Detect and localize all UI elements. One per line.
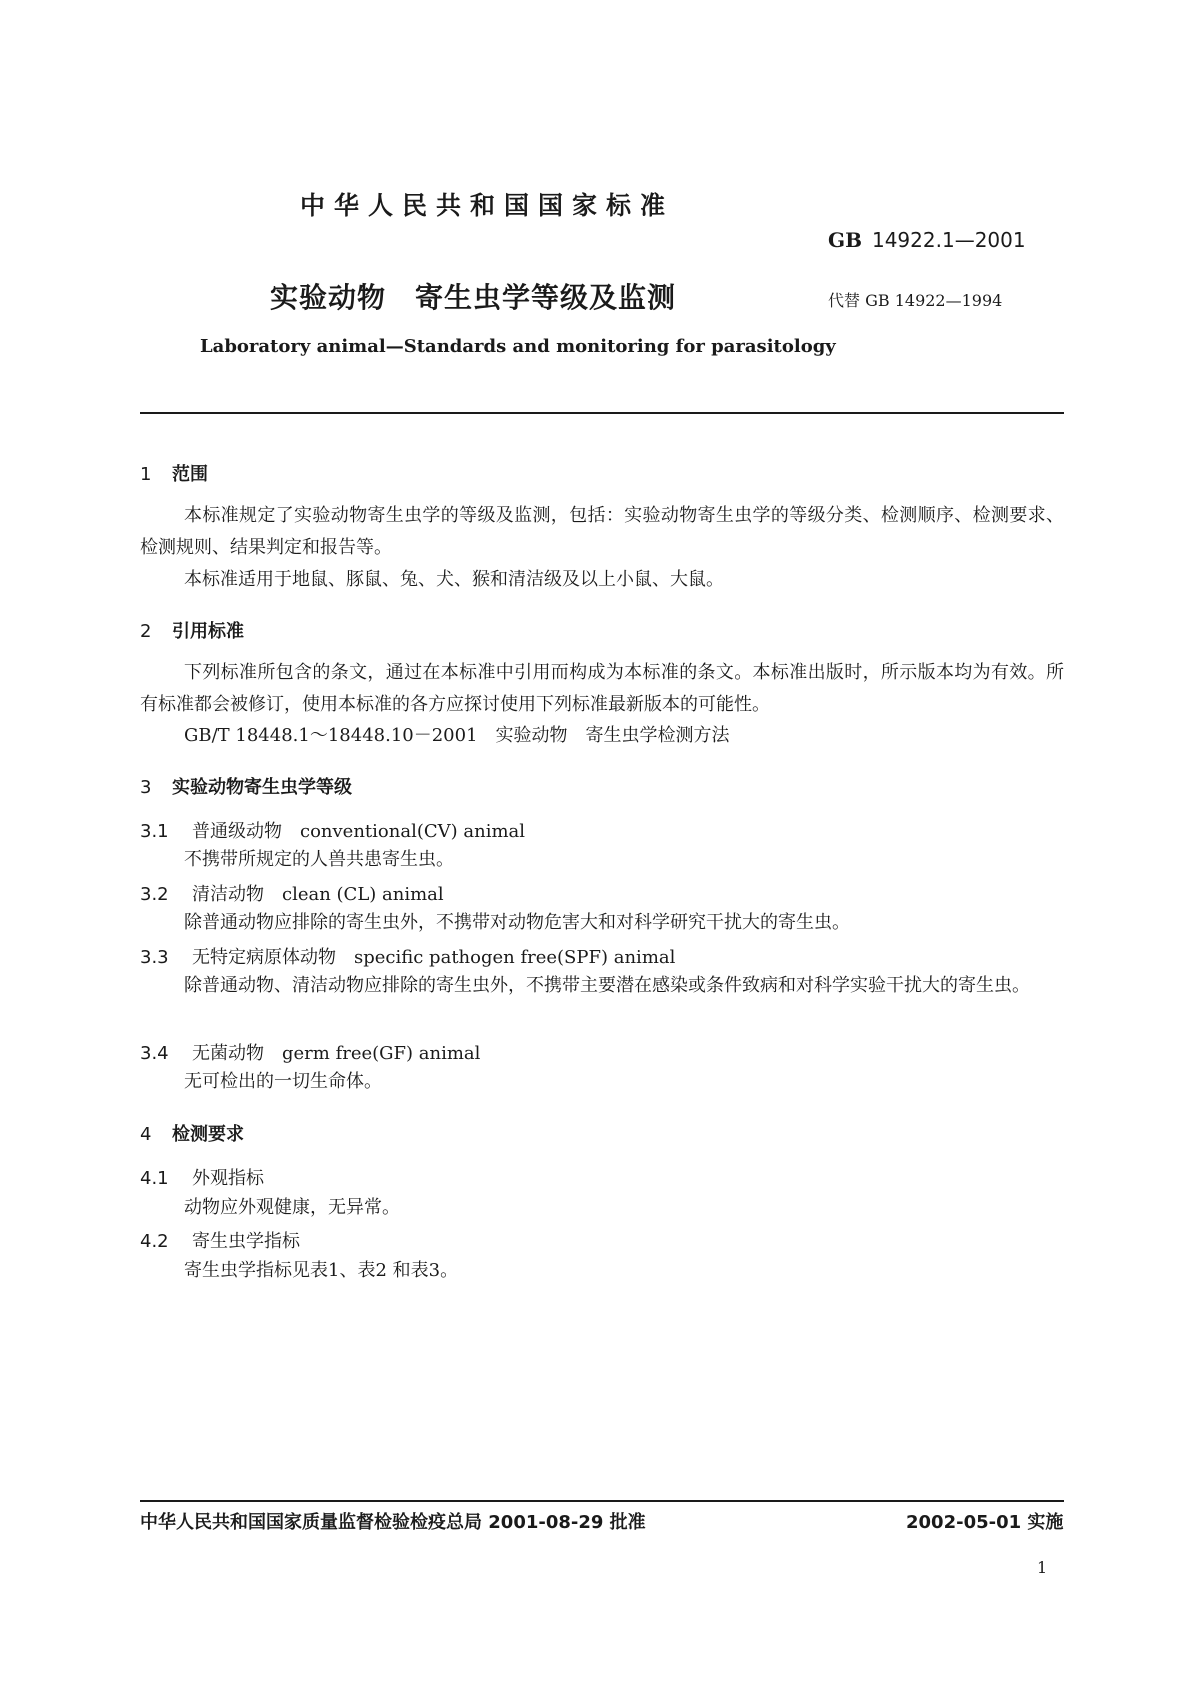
section-title: 检测要求: [172, 1124, 244, 1145]
section-title: 引用标准: [172, 621, 244, 642]
term-en: conventional(CV) animal: [300, 821, 526, 842]
title-chinese: 实验动物 寄生虫学等级及监测: [270, 281, 677, 314]
subclause-4-1-text: 动物应外观健康，无异常。: [184, 1197, 400, 1218]
effective-date: 2002-05-01 实施: [906, 1512, 1064, 1533]
section-title: 范围: [172, 464, 208, 485]
normative-reference: GB/T 18448.1～18448.10－2001 实验动物 寄生虫学检测方法: [184, 725, 730, 746]
subclause-number: 4.2: [140, 1231, 169, 1252]
subclause-number: 3.3: [140, 947, 169, 968]
replaces-note: 代替 GB 14922—1994: [828, 291, 1003, 310]
subclause-4-2-text: 寄生虫学指标见表1、表2 和表3。: [184, 1260, 459, 1281]
subclause-number: 3.4: [140, 1043, 169, 1064]
section-3-heading: [140, 773, 352, 799]
standard-prefix: GB: [828, 228, 862, 252]
subclause-number: 3.1: [140, 821, 169, 842]
subclause-number: 3.2: [140, 884, 169, 905]
term-en: clean (CL) animal: [282, 884, 444, 905]
section-number: 2: [140, 621, 152, 642]
national-standard-heading: 中华人民共和国国家标准: [300, 191, 675, 220]
term-en: germ free(GF) animal: [282, 1043, 481, 1064]
section-number: 4: [140, 1124, 152, 1145]
term-cn: 无特定病原体动物: [192, 947, 336, 968]
title-english: Laboratory animal—Standards and monitoring for parasitology: [200, 336, 836, 357]
term-cn: 无菌动物: [192, 1043, 264, 1064]
subclause-3-1-definition: 不携带所规定的人兽共患寄生虫。: [184, 849, 454, 870]
section-1-heading: [140, 460, 208, 486]
footer-divider: [140, 1500, 1064, 1502]
section-number: 3: [140, 777, 152, 798]
section-number: 1: [140, 464, 152, 485]
section-title: 实验动物寄生虫学等级: [172, 777, 352, 798]
subclause-3-3: [140, 943, 675, 969]
page-number: 1: [1037, 1558, 1048, 1577]
term-cn: 清洁动物: [192, 884, 264, 905]
subclause-3-1: [140, 817, 525, 843]
subclause-number: 4.1: [140, 1168, 169, 1189]
subclause-3-2: [140, 880, 444, 906]
section-2-paragraph-1: 下列标准所包含的条文，通过在本标准中引用而构成为本标准的条文。本标准出版时，所示版本均为有效。所有标准都会被修订，使用本标准的各方应探讨使用下列标准最新版本的可能性。: [140, 662, 1064, 715]
approval-line: 中华人民共和国国家质量监督检验检疫总局 2001-08-29 批准: [140, 1512, 646, 1533]
subclause-3-2-definition: 除普通动物应排除的寄生虫外，不携带对动物危害大和对科学研究干扰大的寄生虫。: [184, 912, 850, 933]
term-cn: 寄生虫学指标: [192, 1231, 300, 1252]
term-cn: 外观指标: [192, 1168, 264, 1189]
standard-number: 14922.1—2001: [871, 228, 1026, 252]
section-1-paragraph-2: 本标准适用于地鼠、豚鼠、兔、犬、猴和清洁级及以上小鼠、大鼠。: [184, 569, 724, 590]
subclause-4-2: [140, 1227, 300, 1253]
subclause-3-3-definition: 除普通动物、清洁动物应排除的寄生虫外，不携带主要潜在感染或条件致病和对科学实验干扰大的寄生虫。: [184, 975, 1030, 996]
subclause-3-4: [140, 1039, 480, 1065]
term-en: specific pathogen free(SPF) animal: [354, 947, 676, 968]
subclause-4-1: [140, 1164, 264, 1190]
section-2-heading: [140, 617, 244, 643]
term-cn: 普通级动物: [192, 821, 282, 842]
subclause-3-4-definition: 无可检出的一切生命体。: [184, 1071, 382, 1092]
header-divider: [140, 412, 1064, 414]
section-1-paragraph-1: 本标准规定了实验动物寄生虫学的等级及监测，包括：实验动物寄生虫学的等级分类、检测顺序、检测要求、检测规则、结果判定和报告等。: [140, 505, 1064, 558]
section-4-heading: [140, 1120, 244, 1146]
standard-code: [828, 228, 1026, 252]
